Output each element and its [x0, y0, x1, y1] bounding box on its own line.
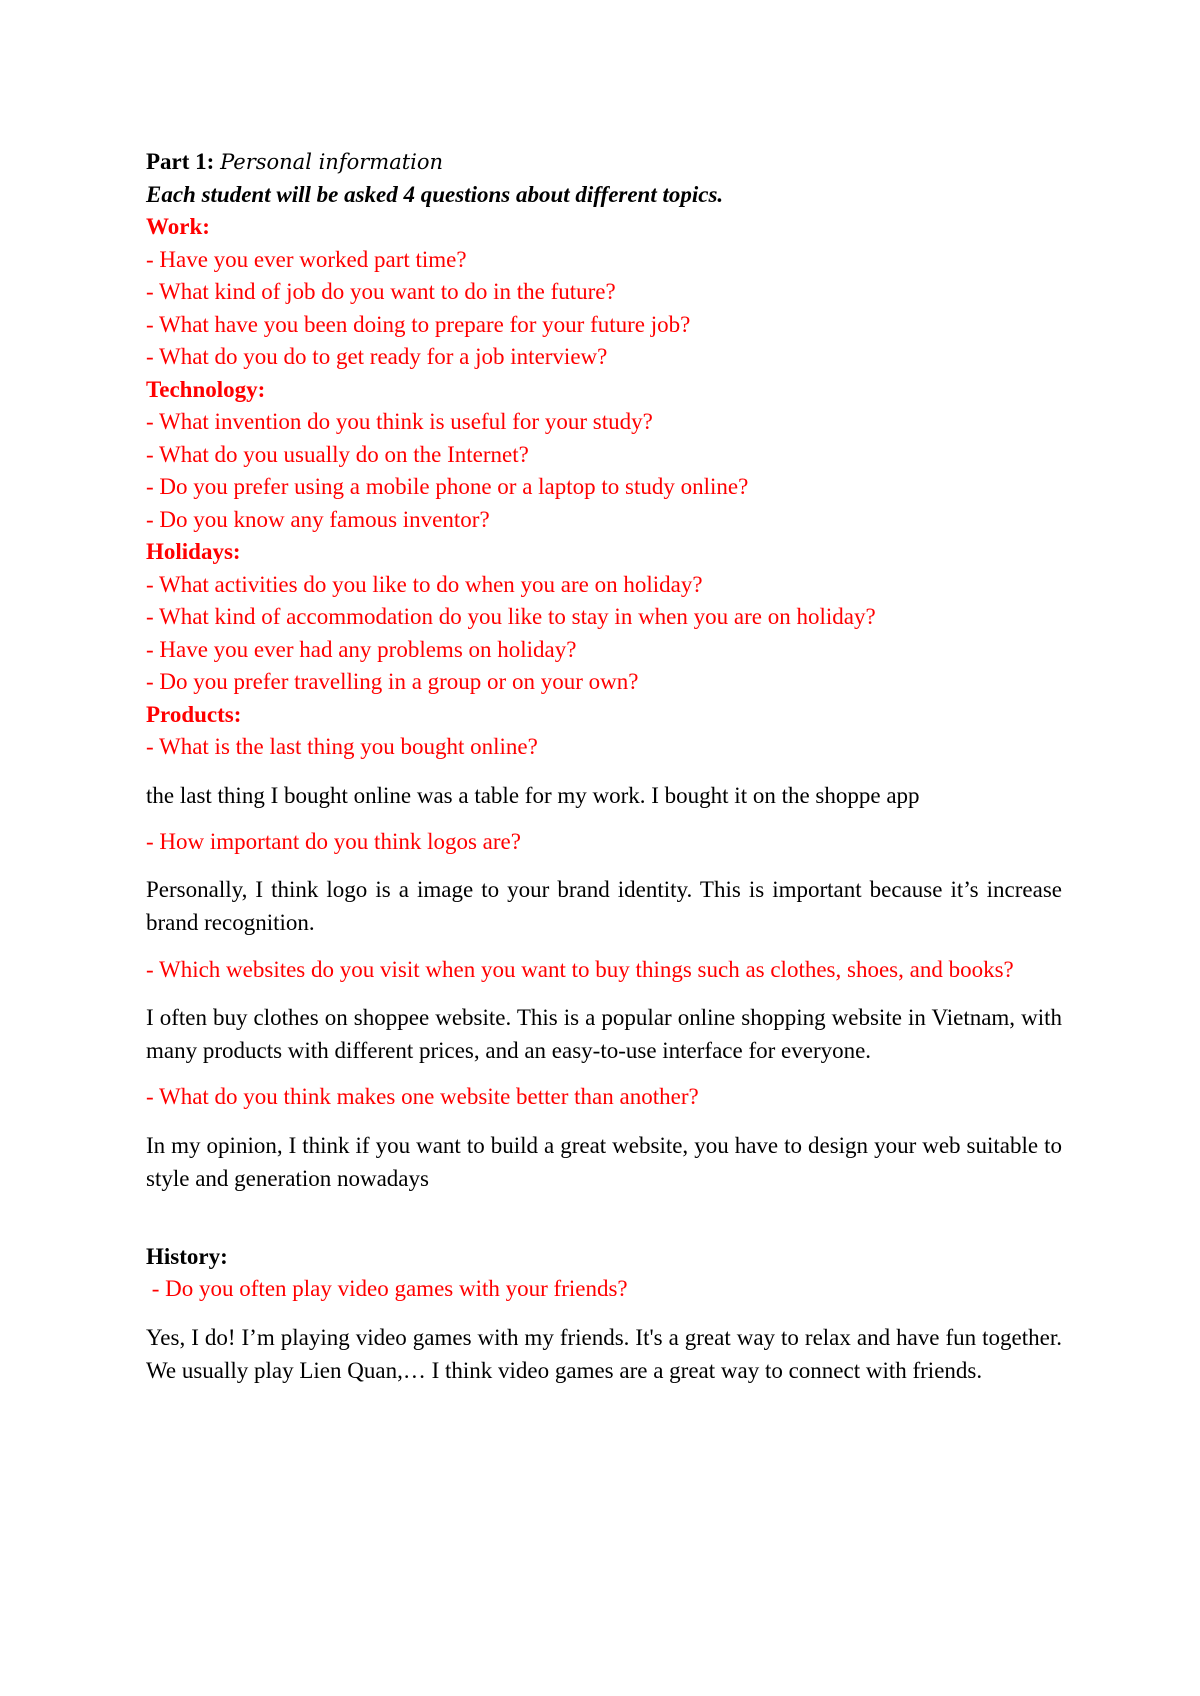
- answer-paragraph: Personally, I think logo is a image to your brand identity. This is important because it’s increase brand recognition.: [146, 877, 1062, 935]
- question-item: - What is the last thing you bought online?: [146, 734, 538, 759]
- answer-paragraph: I often buy clothes on shoppee website. This is a popular online shopping website in Vietnam, with many products with different prices, and an easy-to-use interface for everyone.: [146, 1005, 1062, 1063]
- question-item: - What do you usually do on the Internet?: [146, 441, 529, 467]
- topic-heading-holidays: Holidays:: [146, 539, 241, 564]
- question-item: - What have you been doing to prepare for your future job?: [146, 311, 691, 337]
- question-item: - What do you do to get ready for a job interview?: [146, 344, 608, 369]
- answer-paragraph: Yes, I do! I’m playing video games with my friends. It's a great way to relax and have fun together. We usually play Lien Quan,… I think video games are a great way to connect with friends.: [146, 1324, 1062, 1383]
- topic-heading-history: History:: [146, 1243, 228, 1269]
- question-item: - What kind of accommodation do you like to stay in when you are on holiday?: [146, 604, 876, 629]
- question-item: - Do you prefer travelling in a group or on your own?: [146, 669, 639, 694]
- topic-heading-technology: Technology:: [146, 376, 266, 402]
- question-item: - Have you ever worked part time?: [146, 246, 467, 272]
- question-item: - Do you prefer using a mobile phone or a laptop to study online?: [146, 474, 749, 499]
- question-item: - What activities do you like to do when you are on holiday?: [146, 571, 703, 597]
- topic-heading-work: Work:: [146, 214, 210, 239]
- question-item: - Do you know any famous inventor?: [146, 506, 490, 532]
- question-item: - What do you think makes one website better than another?: [146, 1084, 699, 1109]
- question-item: - Which websites do you visit when you want to buy things such as clothes, shoes, and books?: [146, 957, 1014, 982]
- question-item: - Do you often play video games with your friends?: [146, 1276, 628, 1301]
- question-item: - Have you ever had any problems on holiday?: [146, 636, 577, 662]
- answer-paragraph: the last thing I bought online was a table for my work. I bought it on the shoppe app: [146, 782, 920, 808]
- question-item: - What invention do you think is useful for your study?: [146, 409, 653, 434]
- document-page: [146, 146, 1062, 1387]
- question-item: - What kind of job do you want to do in the future?: [146, 279, 616, 304]
- topic-heading-products: Products:: [146, 701, 242, 727]
- part-description: Personal information: [220, 150, 444, 174]
- answer-paragraph: In my opinion, I think if you want to build a great website, you have to design your web suitable to style and generation nowadays: [146, 1132, 1062, 1191]
- part-label: Part 1:: [146, 149, 215, 174]
- part-header: [146, 146, 1062, 179]
- intro-instruction: Each student will be asked 4 questions about different topics.: [146, 181, 724, 207]
- question-item: - How important do you think logos are?: [146, 828, 521, 854]
